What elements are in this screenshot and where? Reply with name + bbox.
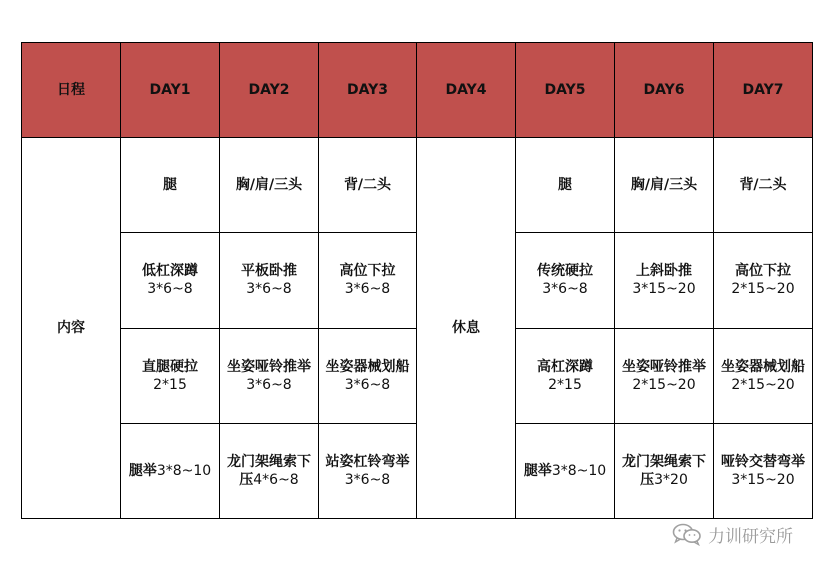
table-cell — [121, 328, 220, 423]
table-cell — [121, 138, 220, 233]
sets-reps: 3*6~8 — [344, 376, 391, 393]
content-label: 内容 — [22, 138, 121, 519]
header-day4: DAY4 — [417, 43, 516, 138]
exercise-name: 腿 — [558, 177, 572, 194]
table-cell — [121, 233, 220, 328]
exercise-name: 背/二头 — [343, 177, 392, 194]
table-cell — [220, 138, 319, 233]
sets-reps: 2*15 — [153, 376, 187, 393]
sets-reps: 3*15~20 — [731, 471, 795, 488]
table-cell — [220, 328, 319, 423]
exercise-name: 胸/肩/三头 — [235, 177, 303, 194]
exercise-name: 传统硬拉 — [537, 263, 593, 280]
header-day1: DAY1 — [121, 43, 220, 138]
sets-reps: 3*8~10 — [551, 462, 607, 479]
wechat-icon — [672, 522, 702, 546]
table-cell — [615, 138, 714, 233]
sets-reps: 3*8~10 — [156, 462, 212, 479]
header-row — [22, 43, 813, 138]
sets-reps: 2*15 — [548, 376, 582, 393]
exercise-name: 腿 — [163, 177, 177, 194]
exercise-name: 龙门架绳索下压 — [227, 453, 311, 488]
exercise-name: 高杠深蹲 — [537, 358, 593, 375]
header-day3: DAY3 — [319, 43, 417, 138]
table-cell — [714, 423, 813, 518]
exercise-name: 直腿硬拉 — [142, 358, 198, 375]
header-schedule: 日程 — [22, 43, 121, 138]
table-cell — [220, 233, 319, 328]
watermark — [672, 521, 793, 547]
table-cell — [319, 233, 417, 328]
table-cell — [319, 328, 417, 423]
table-cell — [615, 423, 714, 518]
header-day5: DAY5 — [516, 43, 615, 138]
exercise-name: 低杠深蹲 — [142, 263, 198, 280]
table-cell — [121, 423, 220, 518]
header-day6: DAY6 — [615, 43, 714, 138]
table-cell — [516, 328, 615, 423]
sets-reps: 2*15~20 — [632, 376, 696, 393]
exercise-name: 腿举 — [523, 462, 552, 479]
table-cell — [714, 328, 813, 423]
sets-reps: 2*15~20 — [731, 376, 795, 393]
exercise-name: 哑铃交替弯举 — [721, 453, 805, 470]
exercise-name: 腿举 — [128, 462, 157, 479]
exercise-name: 上斜卧推 — [636, 263, 692, 280]
exercise-name: 坐姿器械划船 — [721, 358, 805, 375]
exercise-name: 坐姿器械划船 — [325, 358, 410, 375]
exercise-name: 龙门架绳索下压 — [622, 453, 706, 488]
table-cell — [615, 328, 714, 423]
exercise-name: 背/二头 — [739, 177, 787, 194]
exercise-name: 站姿杠铃弯举 — [325, 453, 410, 470]
table-cell — [319, 423, 417, 518]
exercise-name: 高位下拉 — [339, 263, 396, 280]
exercise-name: 坐姿哑铃推举 — [622, 358, 706, 375]
sets-reps: 3*6~8 — [344, 471, 391, 488]
table-cell — [714, 138, 813, 233]
training-schedule-table — [21, 42, 813, 519]
exercise-name: 高位下拉 — [735, 263, 791, 280]
sets-reps: 3*6~8 — [344, 281, 391, 298]
sets-reps: 3*6~8 — [542, 281, 588, 298]
exercise-name: 胸/肩/三头 — [630, 177, 698, 194]
sets-reps: 4*6~8 — [253, 471, 299, 488]
sets-reps: 3*6~8 — [147, 281, 193, 298]
table-cell — [516, 138, 615, 233]
sets-reps: 3*6~8 — [246, 376, 292, 393]
table-cell — [220, 423, 319, 518]
header-day7: DAY7 — [714, 43, 813, 138]
table-cell — [615, 233, 714, 328]
watermark-text: 力训研究所 — [708, 526, 793, 547]
sets-reps: 2*15~20 — [731, 281, 795, 298]
exercise-name: 坐姿哑铃推举 — [227, 358, 311, 375]
table-row — [22, 138, 813, 233]
sets-reps: 3*6~8 — [246, 281, 292, 298]
sets-reps: 3*15~20 — [632, 281, 696, 298]
table-cell — [319, 138, 417, 233]
table-cell — [516, 233, 615, 328]
sets-reps: 3*20 — [654, 471, 688, 488]
table-cell — [516, 423, 615, 518]
table-cell — [714, 233, 813, 328]
exercise-name: 平板卧推 — [241, 263, 297, 280]
header-day2: DAY2 — [220, 43, 319, 138]
rest-day-label: 休息 — [417, 138, 516, 519]
